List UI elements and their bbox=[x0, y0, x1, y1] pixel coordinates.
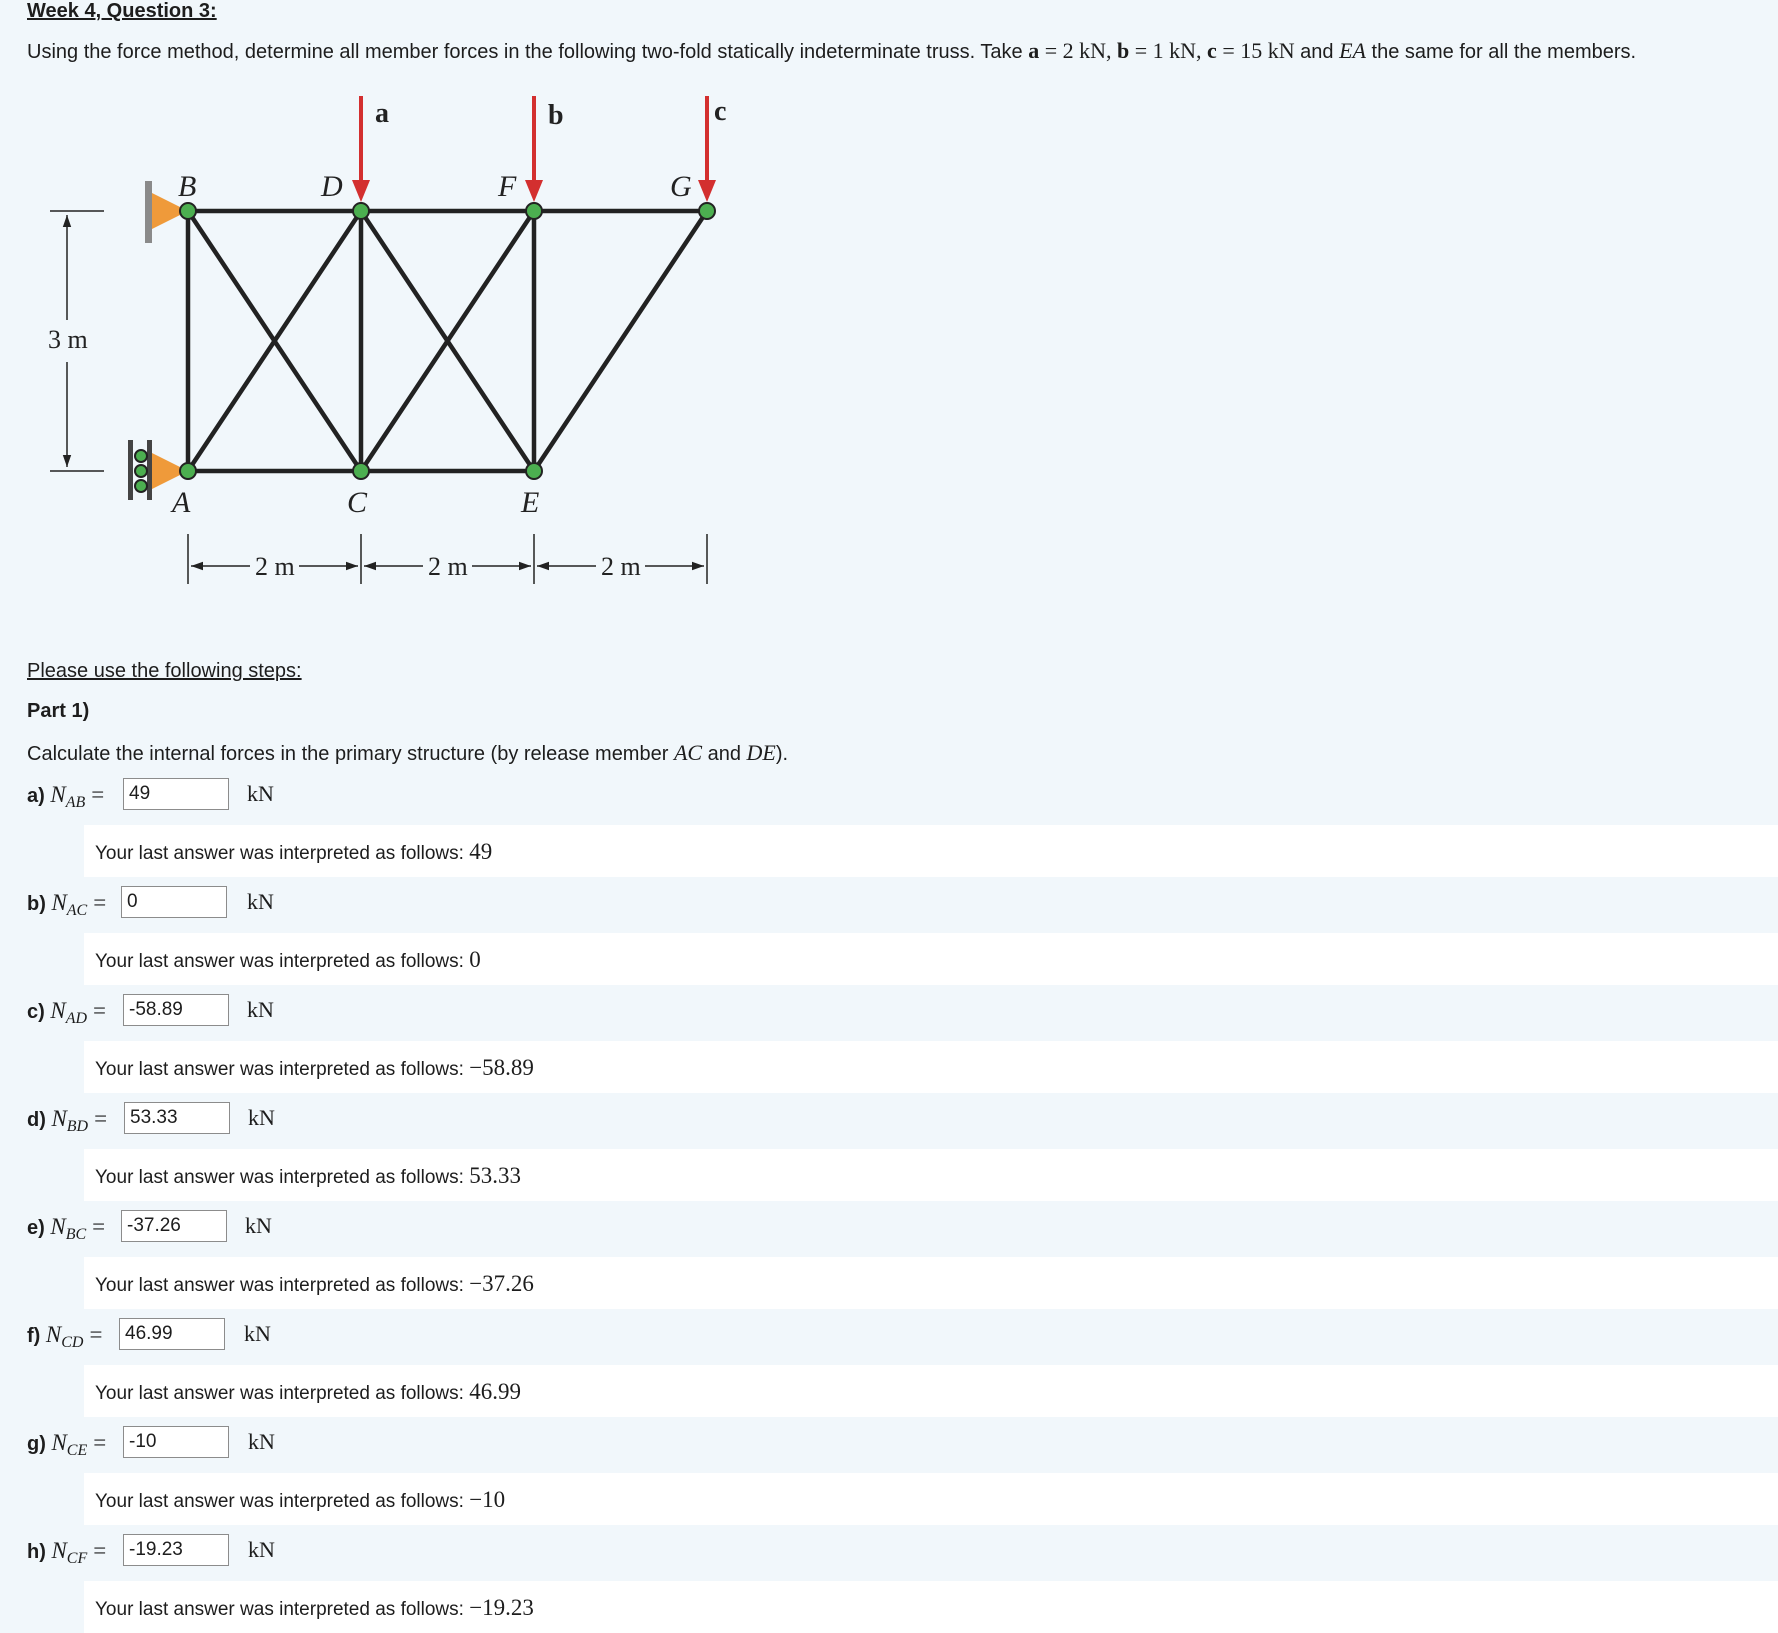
feedback-text bbox=[95, 1595, 534, 1621]
equals-sign: = bbox=[93, 1430, 107, 1455]
value-b: = 1 kN, bbox=[1129, 38, 1208, 63]
force-subscript: AD bbox=[65, 1010, 88, 1027]
feedback-box bbox=[84, 1473, 1778, 1525]
unit-label: kN bbox=[245, 1213, 272, 1238]
force-subscript: AB bbox=[65, 794, 86, 811]
unit-label: kN bbox=[248, 1537, 275, 1562]
feedback-box bbox=[84, 1257, 1778, 1309]
node-label-E: E bbox=[521, 486, 540, 519]
truss-members bbox=[188, 211, 707, 471]
feedback-value: −10 bbox=[469, 1487, 506, 1512]
feedback-box bbox=[84, 825, 1778, 877]
feedback-text bbox=[95, 1487, 505, 1513]
question-row bbox=[0, 1417, 1778, 1471]
question-prefix: a) bbox=[27, 785, 51, 807]
equals-sign: = bbox=[91, 782, 105, 807]
node-label-D: D bbox=[321, 170, 343, 203]
question-label bbox=[27, 1106, 108, 1135]
question-label bbox=[27, 1322, 103, 1351]
truss-diagram bbox=[0, 0, 760, 600]
equals-sign: = bbox=[93, 890, 107, 915]
node-label-G: G bbox=[670, 170, 692, 203]
height-dimension-label: 3 m bbox=[48, 325, 88, 354]
question-prefix: d) bbox=[27, 1109, 52, 1131]
question-row bbox=[0, 985, 1778, 1039]
feedback-text bbox=[95, 947, 481, 973]
answer-input-nab[interactable] bbox=[123, 778, 229, 810]
node-C bbox=[353, 463, 369, 479]
part-desc-before: Calculate the internal forces in the primary structure (by release member bbox=[27, 743, 674, 765]
feedback-box bbox=[84, 933, 1778, 985]
question-label bbox=[27, 1538, 107, 1567]
question-row bbox=[0, 1309, 1778, 1363]
symbol-c: c bbox=[1207, 38, 1217, 63]
feedback-value: −58.89 bbox=[469, 1055, 534, 1080]
load-label-c: c bbox=[714, 96, 727, 127]
equals-sign: = bbox=[93, 1538, 107, 1563]
feedback-value: −37.26 bbox=[469, 1271, 534, 1296]
node-E bbox=[526, 463, 542, 479]
question-label bbox=[27, 890, 107, 919]
value-a: = 2 kN, bbox=[1039, 38, 1117, 63]
feedback-label: Your last answer was interpreted as follows: bbox=[95, 1599, 470, 1620]
load-label-a: a bbox=[375, 98, 389, 129]
force-subscript: AC bbox=[66, 902, 88, 919]
question-row bbox=[0, 1525, 1778, 1579]
feedback-text bbox=[95, 1379, 521, 1405]
feedback-text bbox=[95, 1163, 521, 1189]
unit-label: kN bbox=[247, 781, 274, 806]
feedback-box bbox=[84, 1041, 1778, 1093]
feedback-value: 49 bbox=[469, 839, 493, 864]
answer-input-ncf[interactable] bbox=[123, 1534, 229, 1566]
intro-text-before: Using the force method, determine all member forces in the following two-fold statically indeterminate truss. Take bbox=[27, 41, 1029, 63]
part-title: Part 1) bbox=[27, 700, 90, 722]
question-row bbox=[0, 1093, 1778, 1147]
force-symbol: N bbox=[51, 1106, 67, 1131]
part-description bbox=[27, 740, 788, 766]
force-symbol: N bbox=[51, 1538, 67, 1563]
question-prefix: h) bbox=[27, 1541, 52, 1563]
span-dimension-label-1: 2 m bbox=[255, 552, 295, 581]
equals-sign: = bbox=[92, 1214, 106, 1239]
feedback-box bbox=[84, 1365, 1778, 1417]
question-row bbox=[0, 877, 1778, 931]
node-A bbox=[180, 463, 196, 479]
feedback-text bbox=[95, 1055, 534, 1081]
load-arrow-b bbox=[525, 96, 543, 202]
unit-label: kN bbox=[248, 1429, 275, 1454]
unit-label: kN bbox=[244, 1321, 271, 1346]
feedback-label: Your last answer was interpreted as follows: bbox=[95, 1491, 470, 1512]
question-label bbox=[27, 782, 105, 811]
feedback-text bbox=[95, 839, 492, 865]
question-title: Week 4, Question 3: bbox=[27, 0, 217, 22]
symbol-b: b bbox=[1117, 38, 1130, 63]
feedback-text bbox=[95, 1271, 534, 1297]
force-subscript: CD bbox=[61, 1334, 84, 1351]
feedback-label: Your last answer was interpreted as follows: bbox=[95, 1275, 470, 1296]
equals-sign: = bbox=[94, 1106, 108, 1131]
steps-link[interactable]: Please use the following steps: bbox=[27, 660, 302, 682]
answer-input-nad[interactable] bbox=[123, 994, 229, 1026]
unit-label: kN bbox=[248, 1105, 275, 1130]
force-subscript: CF bbox=[66, 1550, 88, 1567]
part-desc-after: ). bbox=[775, 743, 789, 765]
force-subscript: CE bbox=[66, 1442, 88, 1459]
feedback-label: Your last answer was interpreted as follows: bbox=[95, 951, 470, 972]
feedback-label: Your last answer was interpreted as follows: bbox=[95, 843, 470, 864]
feedback-box bbox=[84, 1581, 1778, 1633]
force-symbol: N bbox=[51, 1430, 67, 1455]
node-label-B: B bbox=[178, 170, 197, 203]
question-label bbox=[27, 1214, 106, 1243]
load-arrow-a bbox=[352, 96, 370, 202]
force-symbol: N bbox=[50, 1214, 66, 1239]
node-D bbox=[353, 203, 369, 219]
answer-input-nac[interactable] bbox=[121, 886, 227, 918]
node-B bbox=[180, 203, 196, 219]
feedback-label: Your last answer was interpreted as follows: bbox=[95, 1059, 470, 1080]
force-symbol: N bbox=[50, 998, 66, 1023]
unit-label: kN bbox=[247, 889, 274, 914]
member-ac-symbol: AC bbox=[673, 740, 703, 765]
force-symbol: N bbox=[45, 1322, 62, 1347]
feedback-value: 53.33 bbox=[469, 1163, 521, 1188]
question-prefix: b) bbox=[27, 893, 52, 915]
force-subscript: BD bbox=[66, 1118, 89, 1135]
node-F bbox=[526, 203, 542, 219]
question-label bbox=[27, 1430, 107, 1459]
node-label-F: F bbox=[498, 170, 517, 203]
feedback-value: 46.99 bbox=[469, 1379, 521, 1404]
intro-text-after: the same for all the members. bbox=[1365, 41, 1637, 63]
force-symbol: N bbox=[50, 782, 66, 807]
answer-input-nbd[interactable] bbox=[124, 1102, 230, 1134]
answer-input-nbc[interactable] bbox=[121, 1210, 227, 1242]
symbol-a: a bbox=[1028, 38, 1040, 63]
question-prefix: c) bbox=[27, 1001, 51, 1023]
question-prefix: e) bbox=[27, 1217, 51, 1239]
symbol-ea: EA bbox=[1339, 38, 1366, 63]
node-label-A: A bbox=[172, 486, 191, 519]
part-desc-mid: and bbox=[702, 743, 747, 765]
value-c: = 15 kN bbox=[1216, 38, 1295, 63]
node-G bbox=[699, 203, 715, 219]
question-label bbox=[27, 998, 106, 1027]
feedback-label: Your last answer was interpreted as follows: bbox=[95, 1383, 470, 1404]
question-row bbox=[0, 1201, 1778, 1255]
question-row bbox=[0, 769, 1778, 823]
member-EG bbox=[534, 211, 707, 471]
force-subscript: BC bbox=[65, 1226, 87, 1243]
node-label-C: C bbox=[347, 486, 368, 519]
question-prefix: g) bbox=[27, 1433, 52, 1455]
load-arrows bbox=[352, 96, 716, 202]
equals-sign: = bbox=[89, 1322, 103, 1347]
answer-input-ncd[interactable] bbox=[119, 1318, 225, 1350]
feedback-value: −19.23 bbox=[469, 1595, 534, 1620]
load-label-b: b bbox=[548, 100, 564, 131]
member-de-symbol: DE bbox=[746, 740, 776, 765]
force-symbol: N bbox=[51, 890, 67, 915]
feedback-box bbox=[84, 1149, 1778, 1201]
span-dimension-label-3: 2 m bbox=[601, 552, 641, 581]
span-dimension-label-2: 2 m bbox=[428, 552, 468, 581]
question-prefix: f) bbox=[27, 1325, 46, 1347]
feedback-value: 0 bbox=[469, 947, 481, 972]
equals-sign: = bbox=[93, 998, 106, 1023]
intro-text-mid: and bbox=[1294, 41, 1340, 63]
feedback-label: Your last answer was interpreted as follows: bbox=[95, 1167, 470, 1188]
answer-input-nce[interactable] bbox=[123, 1426, 229, 1458]
unit-label: kN bbox=[247, 997, 274, 1022]
